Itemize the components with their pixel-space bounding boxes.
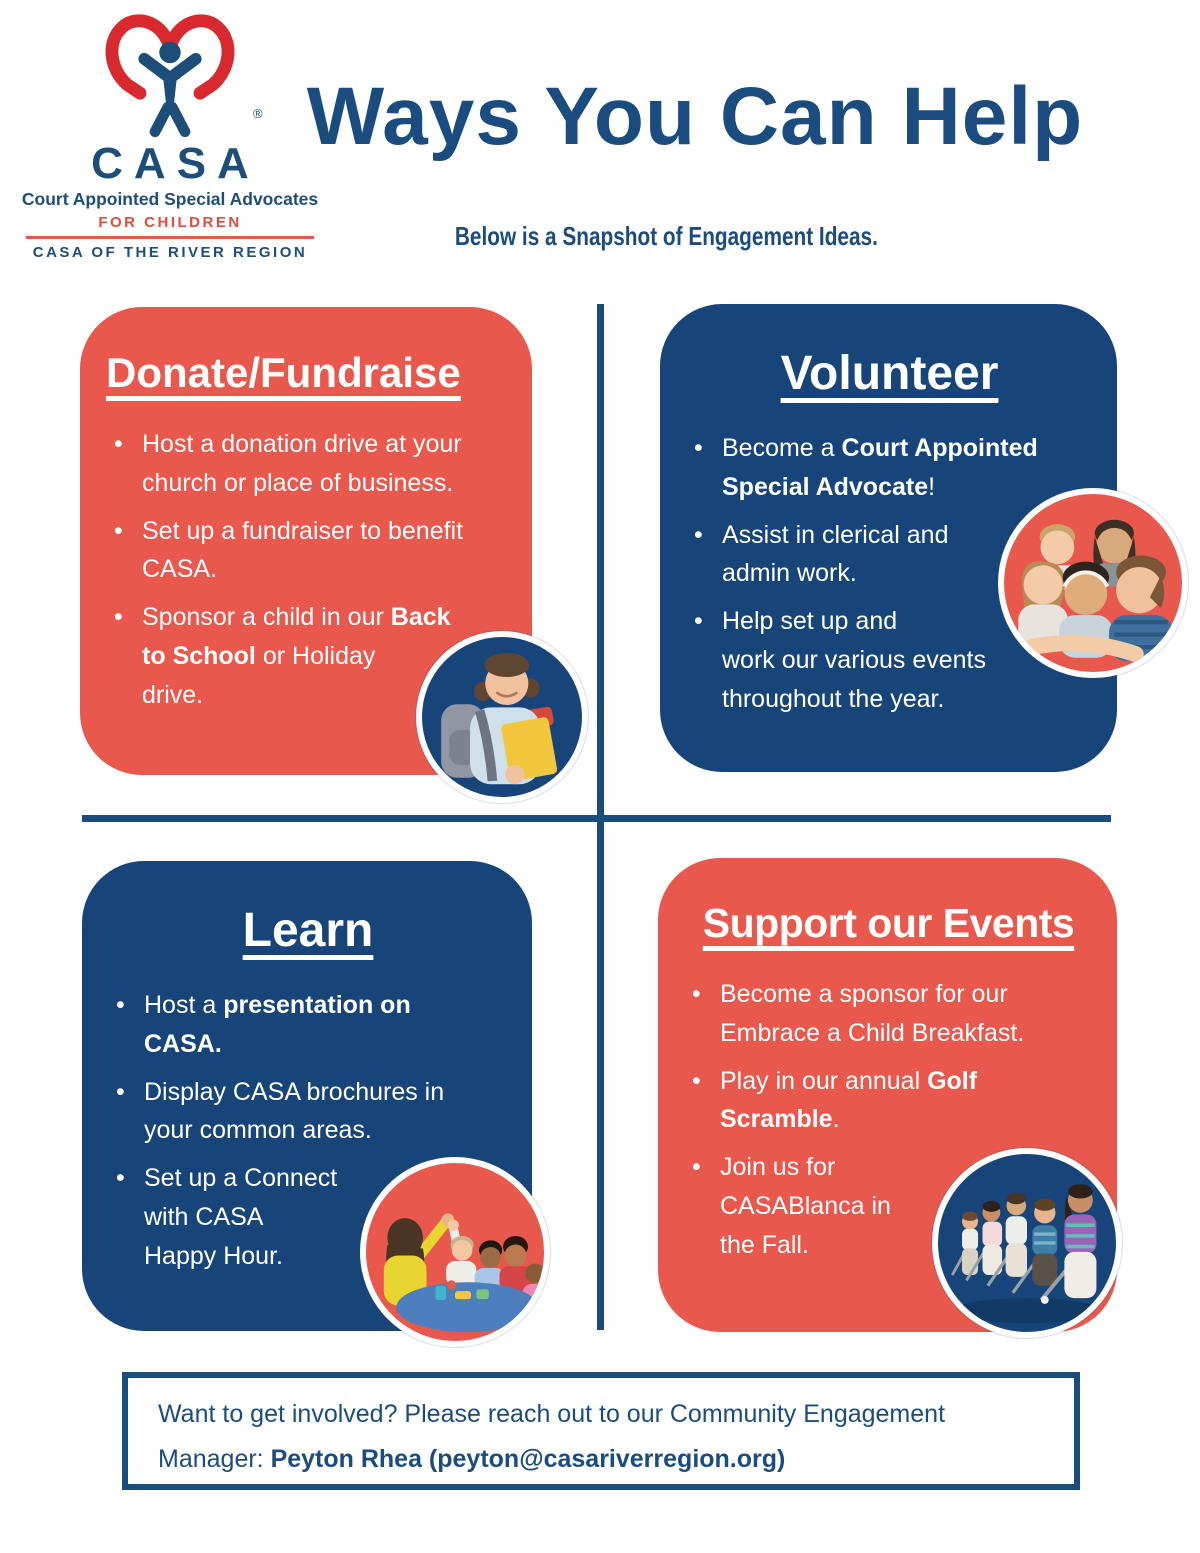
learn-heading: Learn (242, 904, 374, 957)
kids-golfing-photo (938, 1154, 1116, 1332)
text-run: Manager: (158, 1445, 271, 1473)
text-run: Set up a Connect (144, 1164, 338, 1192)
text-run: presentation on (223, 991, 411, 1019)
text-run: Embrace a Child Breakfast. (720, 1018, 1025, 1047)
text-run: or Holiday (255, 641, 376, 670)
text-run: Peyton Rhea (peyton@casariverregion.org) (270, 1445, 786, 1473)
text-run: Host a (144, 991, 224, 1019)
horizontal-divider (82, 815, 1111, 822)
text-run: drive. (142, 680, 204, 709)
text-run: the Fall. (720, 1230, 809, 1259)
learn-photo-circle (360, 1157, 550, 1347)
logo-acronym: CASA (91, 139, 260, 188)
text-run: Set up a fundraiser to benefit (142, 516, 464, 545)
support-events-heading: Support our Events (702, 900, 1075, 946)
text-run: Become a sponsor for our (720, 980, 1008, 1008)
kids-group-photo (1004, 494, 1182, 672)
text-run: Assist in clerical and (722, 520, 949, 549)
text-run: admin work. (722, 559, 857, 588)
support-photo-circle (932, 1148, 1122, 1338)
text-run: Sponsor a child in our (142, 603, 391, 631)
text-run: Host a donation drive at your (142, 430, 462, 458)
heart-child-icon (95, 10, 245, 142)
text-run: Join us for (720, 1153, 836, 1181)
bullet-item (108, 986, 508, 1064)
casa-heart-figure-logo (95, 10, 263, 142)
bullet-item (684, 1062, 1093, 1140)
text-run: church or place of business. (142, 468, 454, 497)
text-run: CASA. (144, 1029, 222, 1058)
bullet-item (106, 425, 508, 503)
text-run: Golf (927, 1066, 978, 1095)
text-run: CASA. (142, 555, 218, 584)
text-run: Happy Hour. (144, 1241, 283, 1270)
donate-photo-circle (416, 631, 588, 803)
registered-trademark-mark: ® (253, 106, 263, 121)
bullet-item (108, 1073, 508, 1151)
page-subtitle-text: Below is a Snapshot of Engagement Ideas. (454, 221, 878, 251)
volunteer-heading: Volunteer (780, 347, 999, 400)
classroom-highfive-photo (366, 1163, 544, 1341)
text-run: ! (928, 472, 936, 501)
page-subtitle (266, 221, 1066, 252)
text-run: Court Appointed (841, 434, 1038, 462)
logo-tagline: Court Appointed Special Advocates (21, 189, 319, 209)
backpack-girl-photo (422, 637, 582, 797)
text-run: with CASA (144, 1202, 264, 1231)
text-run: your common areas. (144, 1116, 372, 1145)
text-run: work our various events (722, 645, 987, 674)
text-run: Special Advocate (722, 472, 929, 501)
page-title: Ways You Can Help (306, 71, 1084, 162)
bullet-item (684, 975, 1093, 1053)
text-run: Play in our annual (720, 1066, 928, 1095)
text-run: Scramble (720, 1105, 833, 1134)
text-run: Want to get involved? Please reach out to our Community Engagement (158, 1400, 946, 1428)
text-run: Back (390, 603, 451, 631)
bullet-item (106, 512, 508, 590)
logo-chapter-name: CASA OF THE RIVER REGION (32, 244, 308, 261)
text-run: to School (142, 641, 256, 670)
text-run: throughout the year. (722, 684, 945, 713)
contact-text (158, 1392, 1064, 1482)
text-run: CASABlanca in (720, 1191, 891, 1220)
text-run: Display CASA brochures in (144, 1077, 445, 1106)
text-run: . (832, 1105, 840, 1134)
logo-for-children: FOR CHILDREN (98, 214, 242, 231)
text-run: Become a (722, 434, 842, 462)
volunteer-photo-circle (998, 488, 1188, 678)
bullet-item (686, 429, 1093, 507)
donate-fundraise-heading: Donate/Fundraise (106, 349, 461, 396)
text-run: Help set up and (722, 607, 898, 635)
contact-box (122, 1372, 1080, 1490)
